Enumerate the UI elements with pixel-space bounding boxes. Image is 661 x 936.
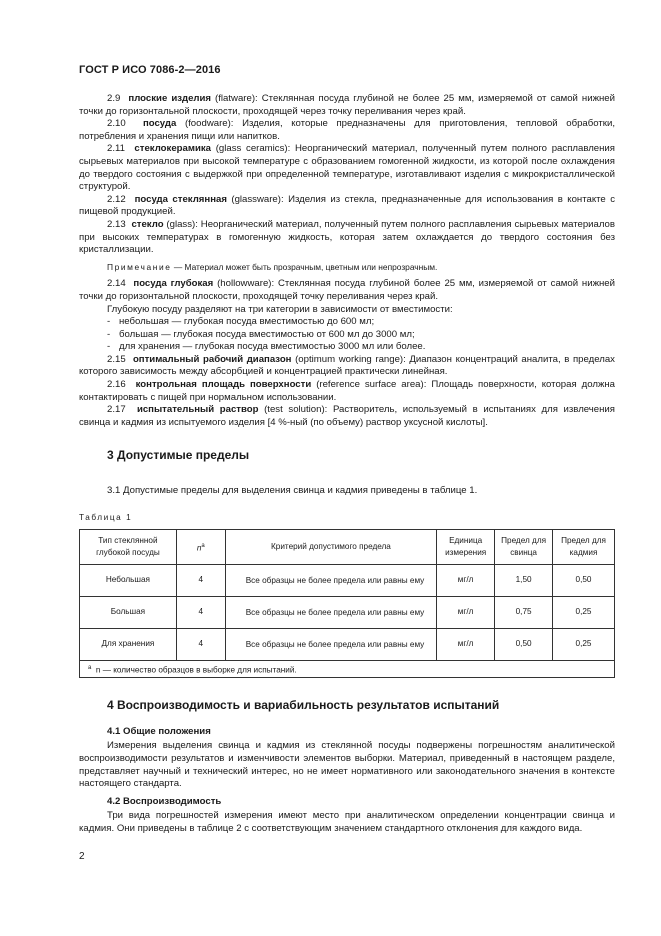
table-footnote-row [80,661,615,678]
term: плоские изделия [128,93,212,104]
hollowware-intro: Глубокую посуду разделяют на три категории в зависимости от вместимости: [107,303,453,315]
section-4-title: 4 Воспроизводимость и вариабильность результатов испытаний [107,698,500,713]
note-label: Примечание [107,261,172,272]
table-row: Большая 4 Все образцы не более предела или равны ему мг/л 0,75 0,25 [80,597,615,629]
definition-2-16: 2.16 контрольная площадь поверхности (reference surface area): Площадь поверхности, которая должна контактировать с пищей при нормальном использовании. [79,379,615,403]
column-header: Тип стеклянной глубокой посуды [80,530,177,565]
table-row: Для хранения 4 Все образцы не более предела или равны ему мг/л 0,50 0,25 [80,629,615,661]
section-3-title: 3 Допустимые пределы [107,448,250,463]
note-text: — Материал может быть прозрачным, цветным или непрозрачным. [173,261,438,272]
definition-2-13: 2.13 стекло (glass): Неорганический материал, полученный путем полного расплавления сырьевых материалов при высоких температурах в гомогенную жидкость, которая затем охлаждается до твердого состояния без кристаллизации. [79,218,615,256]
page-number: 2 [79,851,85,862]
column-header: Предел для свинца [495,530,553,565]
term: контрольная площадь поверхности [135,379,312,391]
limits-table [79,529,615,678]
note [107,261,615,274]
table-header-row [80,530,615,565]
subsection-4-1-title: 4.1 Общие положения [107,725,211,737]
definition-2-14: 2.14 посуда глубокая (hollowware): Стеклянная посуда глубиной более 25 мм, измеряемой от самой нижней точки до горизонтальной плоскости, проходящей точку переливания через край. [79,278,615,302]
term: посуда глубокая [133,278,214,290]
definition-2-12: 2.12 посуда стеклянная (glassware): Изделия из стекла, предназначенные для использования в контакте с пищевой продукцией. [79,193,615,218]
list-item: - небольшая — глубокая посуда вместимостью до 600 мл; [107,316,375,328]
column-header: $n^a$ [176,530,225,565]
definition-2-15: 2.15 оптимальный рабочий диапазон (optimum working range): Диапазон концентраций аналита, в пределах которого зависимость между абсорбцией и концентрацией практически линейная. [79,353,615,378]
definition-2-10: 2.10 посуда (foodware): Изделия, которые предназначены для приготовления, тепловой обработки, потребления и хранения пищи или напитков. [79,118,615,142]
table-caption: Таблица 1 [79,512,133,522]
definition-2-9: 2.9 плоские изделия (flatware): Стеклянная посуда глубиной не более 25 мм, измеряемой от самой нижней точки до горизонтальной плоскости, проходящей через точку переливания через край. [79,93,615,117]
term: стекло [131,218,164,230]
definition-2-11: 2.11 стеклокерамика (glass ceramics): Неорганический материал, полученный путем полного расплавления сырьевых материалов при высокой температуре с образованием гомогенной жидкости, из которой после охлаждения до твердого состояния с выдержкой при определенной температуре, изготавливают изделия с микрокристаллической структурой. [79,143,615,193]
definition-2-17: 2.17 испытательный раствор (test solution): Растворитель, используемый в испытаниях для извлечения свинца и кадмия из испытуемого изделия [4 %-ный (по объему) раствор уксусной кислоты]. [79,404,615,428]
list-item: - для хранения — глубокая посуда вместимостью 3000 мл или более. [107,341,426,353]
term: посуда стеклянная [134,193,227,205]
term: стеклокерамика [134,143,211,155]
term: испытательный раствор [136,404,259,416]
subsection-4-2-title: 4.2 Воспроизводимость [107,795,222,807]
column-header: Предел для кадмия [553,530,615,565]
term: посуда [142,118,177,130]
definitions-block [79,93,615,257]
table-footnote: $^a$ n — количество образцов в выборке для испытаний. [80,661,615,678]
paragraph-3-1: 3.1 Допустимые пределы для выделения свинца и кадмия приведены в таблице 1. [107,485,478,497]
list-item: - большая — глубокая посуда вместимостью от 600 мл до 3000 мл; [107,328,415,340]
table-row: Небольшая 4 Все образцы не более предела или равны ему мг/л 1,50 0,50 [80,565,615,597]
column-header: Единица измерения [437,530,495,565]
paragraph-4-2: Три вида погрешностей измерения имеют место при аналитическом определении концентрации свинца и кадмия. Они приведены в таблице 2 с соответствующим значением стандартного отклонения для каждого вида. [79,810,615,834]
document-header: ГОСТ Р ИСО 7086-2—2016 [79,64,221,76]
term: оптимальный рабочий диапазон [132,353,292,365]
column-header: Критерий допустимого предела [225,530,436,565]
page-content [79,93,615,836]
paragraph-4-1: Измерения выделения свинца и кадмия из стеклянной посуды подвержены погрешностям аналитической воспроизводимости результатов и изменчивости элементов выборки. Материал, приведенный в настоящем разделе, представляет научный и технический интерес, но не имеет нормативного или законодательного значения в контексте настоящего стандарта. [79,740,615,790]
